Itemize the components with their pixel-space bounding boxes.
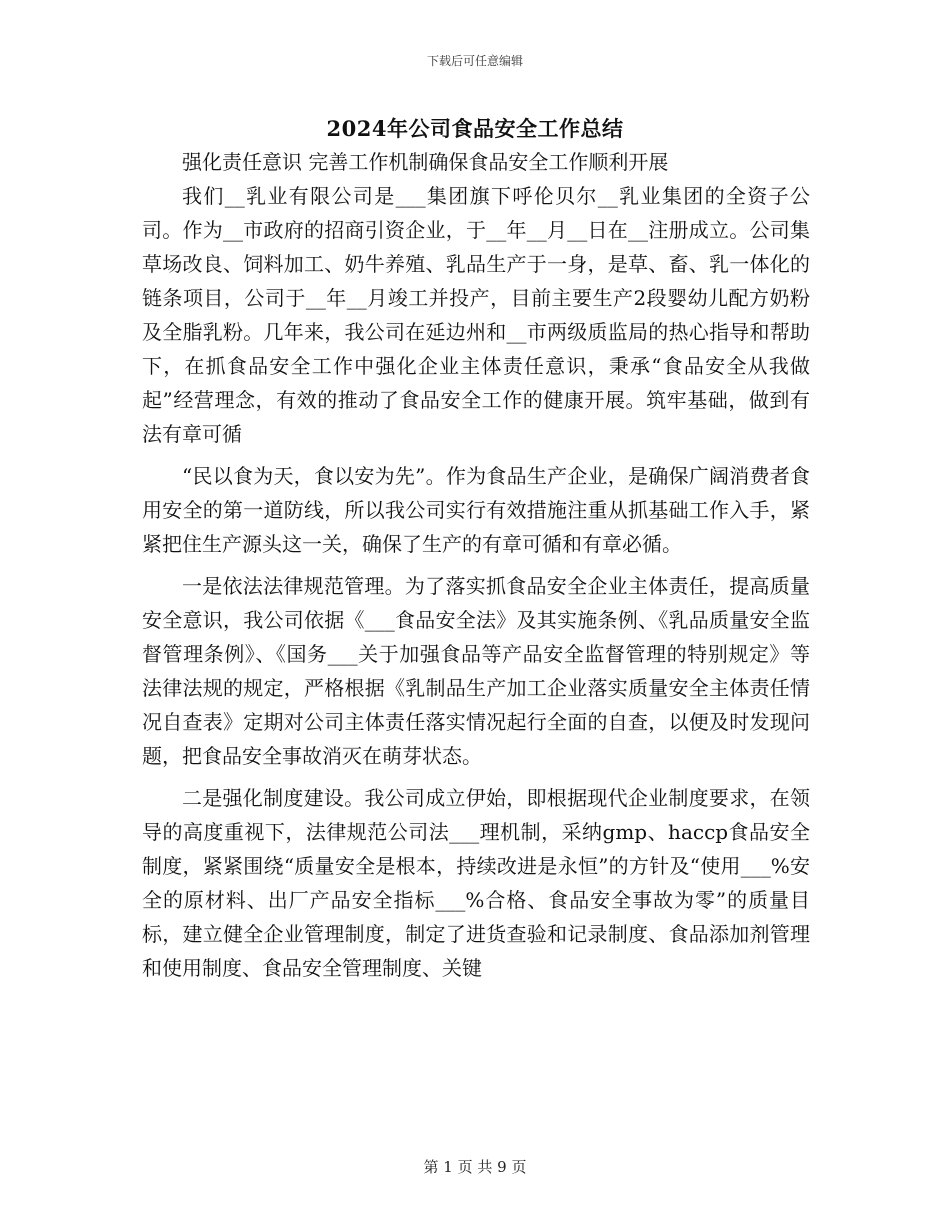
paragraph-system-building: 二是强化制度建设。我公司成立伊始，即根据现代企业制度要求，在领导的高度重视下，法律规范公司法___理机制，采纳gmp、haccp食品安全制度，紧紧围绕“质量安全是根本，持续改进是永恒”的方针及“使用___%安全的原材料、出厂产品安全指标___%合格、食品安全事故为零”的质量目标，建立健全企业管理制度，制定了进货查验和记录制度、食品添加剂管理和使用制度、食品安全管理制度、关键 <box>142 786 810 980</box>
paragraph-company-intro: 我们__乳业有限公司是___集团旗下呼伦贝尔__乳业集团的全资子公司。作为__市政府的招商引资企业，于__年__月__日在__注册成立。公司集草场改良、饲料加工、奶牛养殖、乳品生产于一身，是草、畜、乳一体化的链条项目，公司于__年__月竣工并投产，目前主要生产2段婴幼儿配方奶粉及全脂乳粉。几年来，我公司在延边州和__市两级质监局的热心指导和帮助下，在抓食品安全工作中强化企业主体责任意识，秉承“食品安全从我做起”经营理念，有效的推动了食品安全工作的健康开展。筑牢基础，做到有法有章可循 <box>142 184 810 446</box>
paragraph-legal-management: 一是依法法律规范管理。为了落实抓食品安全企业主体责任，提高质量安全意识，我公司依据《___食品安全法》及其实施条例、《乳品质量安全监督管理条例》、《国务___关于加强食品等产品安全监督管理的特别规定》等法律法规的规定，严格根据《乳制品生产加工企业落实质量安全主体责任情况自查表》定期对公司主体责任落实情况起行全面的自查，以便及时发现问题，把食品安全事故消灭在萌芽状态。 <box>142 574 810 768</box>
page-header: 下载后可任意编辑 <box>426 54 523 68</box>
document-title: 2024年公司食品安全工作总结 <box>326 116 624 141</box>
paragraph-foundation: “民以食为天，食以安为先”。作为食品生产企业，是确保广阔消费者食用安全的第一道防线，所以我公司实行有效措施注重从抓基础工作入手，紧紧把住生产源头这一关，确保了生产的有章可循和有章必循。 <box>142 464 810 556</box>
paragraph-subtitle: 强化责任意识 完善工作机制确保食品安全工作顺利开展 <box>182 150 669 174</box>
document-body <box>142 145 810 985</box>
page-footer: 第 1 页 共 9 页 <box>423 1158 527 1176</box>
